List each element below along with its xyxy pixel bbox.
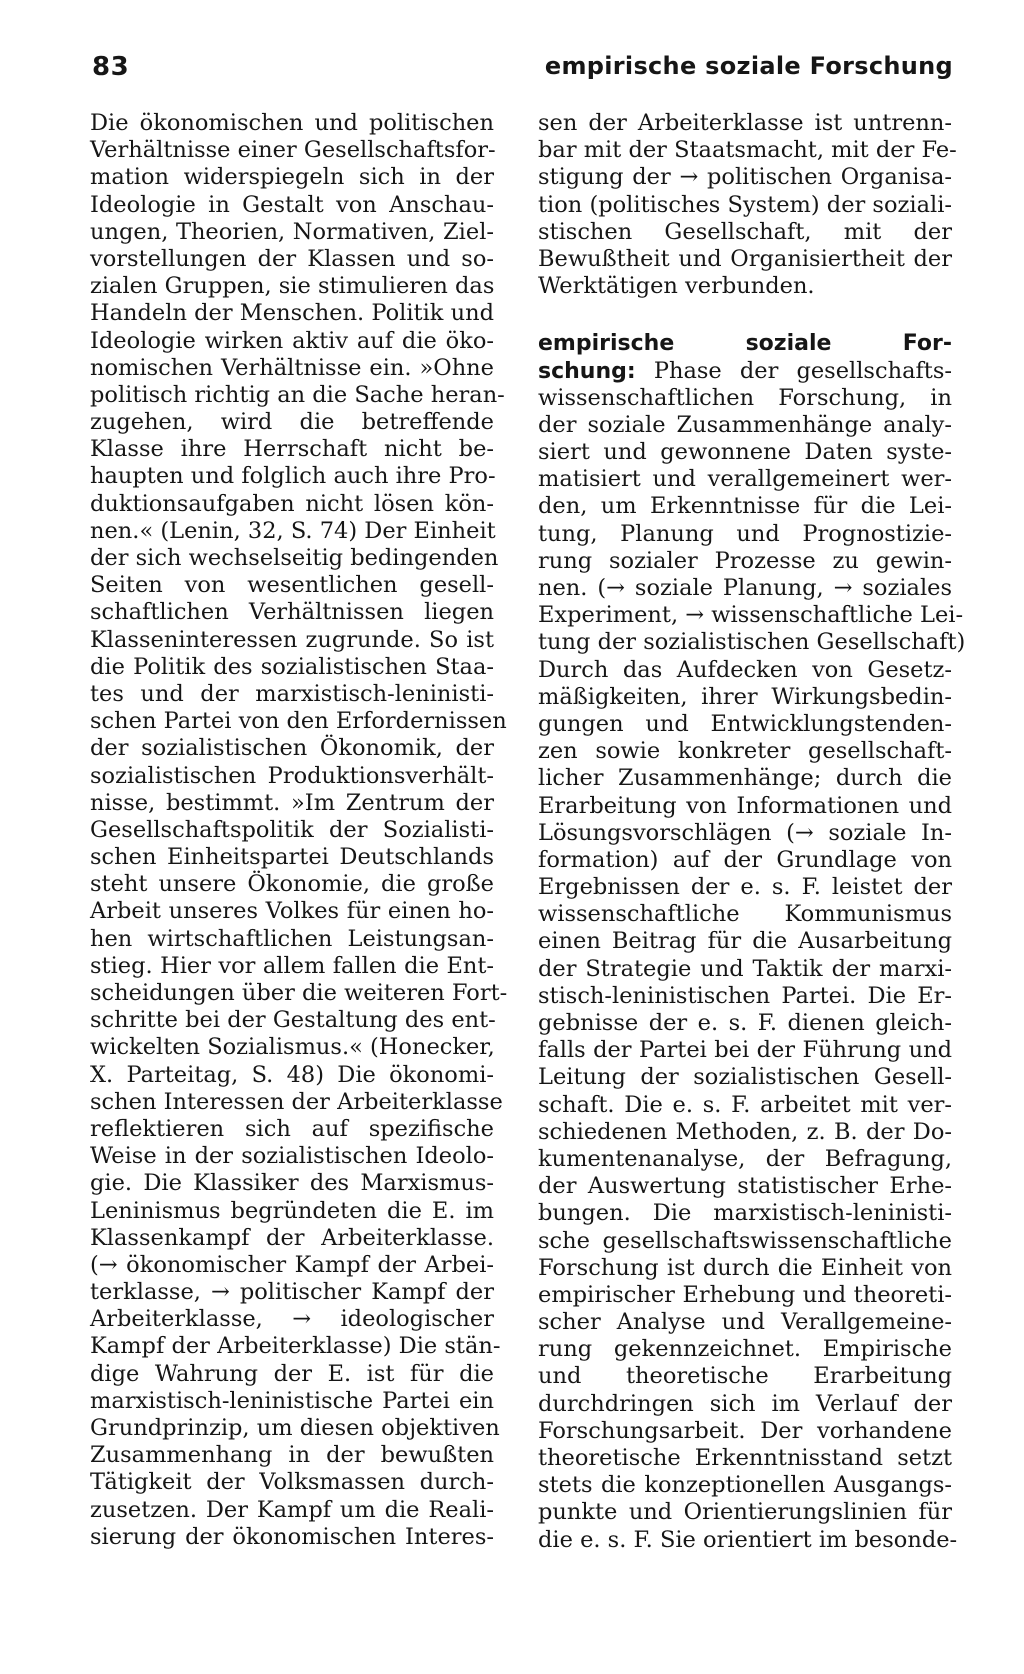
- text-line: Seiten von wesentlichen gesell-: [90, 572, 494, 599]
- text-line: scher Analyse und Verallgemeine-: [538, 1309, 952, 1336]
- text-line: Tätigkeit der Volksmassen durch-: [90, 1469, 494, 1496]
- text-line: Grundprinzip, um diesen objektiven: [90, 1415, 500, 1441]
- text-line: falls der Partei bei der Führung und: [538, 1037, 952, 1064]
- text-line: rung gekennzeichnet. Empirische: [538, 1336, 952, 1363]
- text-line: mation widerspiegeln sich in der: [90, 164, 494, 191]
- text-line: Verhältnisse einer Gesellschaftsfor-: [90, 137, 496, 164]
- text-line: dige Wahrung der E. ist für die: [90, 1360, 494, 1387]
- text-line: Kampf der Arbeiterklasse) Die stän-: [90, 1333, 501, 1360]
- text-line: ungen, Theorien, Normativen, Ziel-: [90, 218, 494, 245]
- text-line: empirischer Erhebung und theoreti-: [538, 1281, 952, 1308]
- entry-headword-end: schung:: [538, 358, 636, 384]
- text-line: stischen Gesellschaft, mit der: [538, 218, 952, 245]
- right-column: [538, 110, 966, 1554]
- page-number: 83: [92, 52, 130, 82]
- text-line: nen. (→ soziale Planung, → soziales: [538, 575, 952, 601]
- text-line: wickelten Sozialismus.« (Honecker,: [90, 1034, 495, 1061]
- text-line: der Strategie und Taktik der marxi-: [538, 955, 952, 982]
- text-line: wissenschaftlichen Forschung, in: [538, 384, 952, 411]
- entry-headword: empirische soziale For-: [538, 331, 952, 357]
- text-line: Leitung der sozialistischen Gesell-: [538, 1064, 952, 1091]
- paragraph-gap: [538, 300, 952, 330]
- text-line: der Auswertung statistischer Erhe-: [538, 1173, 952, 1200]
- text-line: Gesellschaftspolitik der Sozialisti-: [90, 816, 494, 843]
- entry-first-line: [538, 358, 952, 385]
- text-line: zusetzen. Der Kampf um die Reali-: [90, 1496, 494, 1523]
- text-line: Durch das Aufdecken von Gesetz-: [538, 656, 952, 683]
- text-line: der soziale Zusammenhänge analy-: [538, 411, 952, 438]
- text-line: gie. Die Klassiker des Marxismus-: [90, 1170, 494, 1197]
- text-line: sen der Arbeiterklasse ist untrenn-: [538, 110, 952, 136]
- text-line: nisse, bestimmt. »Im Zentrum der: [90, 789, 494, 816]
- dictionary-entry: [538, 330, 966, 1553]
- text-line: X. Parteitag, S. 48) Die ökonomi-: [90, 1061, 494, 1088]
- text-line: Arbeiterklasse, → ideologischer: [90, 1306, 494, 1333]
- text-line: nomischen Verhältnisse ein. »Ohne: [90, 354, 494, 381]
- text-line: theoretische Erkenntnisstand setzt: [538, 1445, 952, 1471]
- text-line: schritte bei der Gestaltung des ent-: [90, 1007, 496, 1034]
- text-line: sche gesellschaftswissenschaftliche: [538, 1227, 952, 1254]
- text-line: rung sozialer Prozesse zu gewin-: [538, 547, 952, 574]
- text-line: stieg. Hier vor allem fallen die Ent-: [90, 952, 494, 979]
- text-line: schaft. Die e. s. F. arbeitet mit ver-: [538, 1091, 952, 1118]
- text-line: Klassenkampf der Arbeiterklasse.: [90, 1224, 494, 1251]
- text-line: schiedenen Methoden, z. B. der Do-: [538, 1118, 952, 1145]
- text-line: Ideologie in Gestalt von Anschau-: [90, 191, 494, 218]
- text-line: Erarbeitung von Informationen und: [538, 792, 952, 819]
- text-line: hen wirtschaftlichen Leistungsan-: [90, 925, 494, 952]
- text-line: sozialistischen Produktionsverhält-: [90, 762, 494, 789]
- text-line: Handeln der Menschen. Politik und: [90, 300, 494, 327]
- text-line: terklasse, → politischer Kampf der: [90, 1279, 494, 1306]
- text-line: politisch richtig an die Sache heran-: [90, 381, 505, 408]
- text-line: den, um Erkenntnisse für die Lei-: [538, 493, 952, 520]
- text-line: zen sowie konkreter gesellschaft-: [538, 738, 952, 765]
- continued-paragraph: [538, 110, 957, 300]
- text-line: gebnisse der e. s. F. dienen gleich-: [538, 1010, 952, 1036]
- left-column: [90, 110, 508, 1551]
- text-line: scheidungen über die weiteren Fort-: [90, 980, 508, 1006]
- text-line: Weise in der sozialistischen Ideolo-: [90, 1143, 494, 1170]
- text-line: Bewußtheit und Organisiertheit der: [538, 245, 952, 272]
- entry-headword-line: [538, 330, 952, 357]
- text-line: siert und gewonnene Daten syste-: [538, 439, 952, 466]
- text-line: punkte und Orientierungslinien für: [538, 1499, 952, 1526]
- text-line: zugehen, wird die betreffende: [90, 409, 494, 436]
- text-line: durchdringen sich im Verlauf der: [538, 1390, 952, 1417]
- text-line: wissenschaftliche Kommunismus: [538, 901, 952, 928]
- text-line: Klasseninteressen zugrunde. So ist: [90, 626, 494, 653]
- text-line: Forschung ist durch die Einheit von: [538, 1254, 952, 1281]
- text-line: Werktätigen verbunden.: [538, 273, 815, 300]
- text-line: steht unsere Ökonomie, die große: [90, 871, 494, 898]
- text-line: Ideologie wirken aktiv auf die öko-: [90, 327, 494, 354]
- running-head: empirische soziale Forschung: [544, 52, 953, 80]
- text-line: bungen. Die marxistisch-leninisti-: [538, 1200, 952, 1227]
- text-line: vorstellungen der Klassen und so-: [90, 245, 494, 272]
- text-line: duktionsaufgaben nicht lösen kön-: [90, 490, 494, 517]
- text-line: die e. s. F. Sie orientiert im besonde-: [538, 1526, 958, 1553]
- text-line: licher Zusammenhänge; durch die: [538, 765, 952, 792]
- text-line: tes und der marxistisch-leninisti-: [90, 680, 494, 707]
- text-line: Ergebnissen der e. s. F. leistet der: [538, 874, 952, 901]
- text-line: der sozialistischen Ökonomik, der: [90, 735, 494, 762]
- text-line: haupten und folglich auch ihre Pro-: [90, 463, 496, 490]
- text-line: kumentenanalyse, der Befragung,: [538, 1145, 952, 1172]
- text-line: stets die konzeptionellen Ausgangs-: [538, 1472, 952, 1499]
- entry-body: [538, 384, 966, 1554]
- text-line: bar mit der Staatsmacht, mit der Fe-: [538, 137, 957, 164]
- text-line: einen Beitrag für die Ausarbeitung: [538, 928, 952, 955]
- text-line: tung der sozialistischen Gesellschaft): [538, 629, 966, 656]
- text-line: schen Interessen der Arbeiterklasse: [90, 1088, 503, 1115]
- text-line: und theoretische Erarbeitung: [538, 1363, 952, 1390]
- text-line: tion (politisches System) der soziali-: [538, 191, 952, 218]
- text-line: Die ökonomischen und politischen: [90, 110, 494, 136]
- text-line: Lösungsvorschlägen (→ soziale In-: [538, 819, 952, 846]
- text-line: mäßigkeiten, ihrer Wirkungsbedin-: [538, 683, 952, 710]
- text-line: (→ ökonomischer Kampf der Arbei-: [90, 1251, 494, 1278]
- entry-first-line-text: Phase der gesellschafts-: [653, 357, 953, 384]
- text-line: der sich wechselseitig bedingenden: [90, 545, 499, 571]
- text-line: Klasse ihre Herrschaft nicht be-: [90, 436, 494, 463]
- text-line: reflektieren sich auf spezifische: [90, 1115, 494, 1142]
- text-line: Leninismus begründeten die E. im: [90, 1197, 494, 1224]
- text-line: stigung der → politischen Organisa-: [538, 164, 952, 191]
- text-line: schen Einheitspartei Deutschlands: [90, 844, 494, 871]
- text-line: formation) auf der Grundlage von: [538, 846, 952, 873]
- text-line: Arbeit unseres Volkes für einen ho-: [90, 898, 494, 925]
- text-line: nen.« (Lenin, 32, S. 74) Der Einheit: [90, 517, 496, 544]
- text-line: zialen Gruppen, sie stimulieren das: [90, 273, 495, 300]
- text-line: Zusammenhang in der bewußten: [90, 1442, 494, 1469]
- text-line: stisch-leninistischen Partei. Die Er-: [538, 982, 952, 1009]
- text-line: gungen und Entwicklungstenden-: [538, 710, 952, 737]
- text-line: sierung der ökonomischen Interes-: [90, 1523, 494, 1550]
- text-line: matisiert und verallgemeinert wer-: [538, 466, 952, 493]
- text-line: Forschungsarbeit. Der vorhandene: [538, 1417, 952, 1444]
- text-line: schen Partei von den Erfordernissen: [90, 708, 507, 735]
- text-line: die Politik des sozialistischen Staa-: [90, 653, 494, 680]
- text-line: Experiment, → wissenschaftliche Lei-: [538, 602, 964, 629]
- text-line: schaftlichen Verhältnissen liegen: [90, 599, 494, 626]
- text-line: marxistisch-leninistische Partei ein: [90, 1387, 494, 1414]
- text-line: tung, Planung und Prognostizie-: [538, 520, 952, 547]
